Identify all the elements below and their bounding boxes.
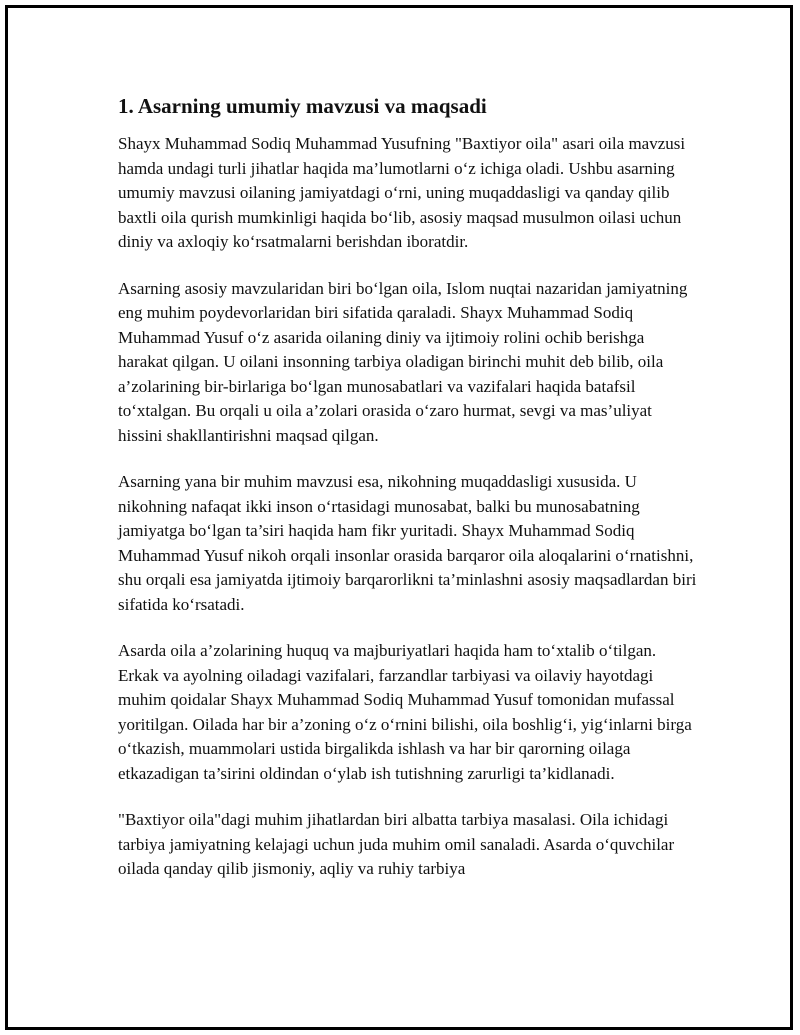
paragraph-1: Shayx Muhammad Sodiq Muhammad Yusufning "Baxtiyor oila" asari oila mavzusi hamda undagi turli jihatlar haqida ma’lumotlarni o‘z ichiga oladi. Ushbu asarning umumiy mavzusi oilaning jamiyatdagi o‘rni, uning muqaddasligi va qanday qilib baxtli oila qurish mumkinligi haqida bo‘lib, asosiy maqsad musulmon oilasi uchun diniy va axloqiy ko‘rsatmalarni berishdan iboratdir. <box>118 134 686 251</box>
document-body <box>118 92 698 904</box>
section-heading: 1. Asarning umumiy mavzusi va maqsadi <box>118 94 487 118</box>
paragraph-4: Asarda oila a’zolarining huquq va majburiyatlari haqida ham to‘xtalib o‘tilgan. Erkak va ayolning oiladagi vazifalari, farzandlar tarbiyasi va oilaviy hayotdagi muhim qoidalar Shayx Muhammad Sodiq Muhammad Yusuf tomonidan mufassal yoritilgan. Oilada har bir a’zoning o‘z o‘rnini bilishi, oila boshlig‘i, yig‘inlarni birga o‘tkazish, muammolari ustida birgalikda ishlash va har bir qarorning oilaga etkazadigan ta’sirini oldindan o‘ylab ish tutishning zarurligi ta’kidlanadi. <box>118 641 692 783</box>
paragraph-2: Asarning asosiy mavzularidan biri bo‘lgan oila, Islom nuqtai nazaridan jamiyatning eng muhim poydevorlaridan biri sifatida qaraladi. Shayx Muhammad Sodiq Muhammad Yusuf o‘z asarida oilaning diniy va ijtimoiy rolini ochib berishga harakat qilgan. U oilani insonning tarbiya oladigan birinchi muhit deb bilib, oila a’zolarining bir-birlariga bo‘lgan munosabatlari va vazifalari haqida batafsil to‘xtalgan. Bu orqali u oila a’zolari orasida o‘zaro hurmat, sevgi va mas’uliyat hissini shakllantirishni maqsad qilgan. <box>118 278 688 445</box>
paragraph-5: "Baxtiyor oila"dagi muhim jihatlardan biri albatta tarbiya masalasi. Oila ichidagi tarbiya jamiyatning kelajagi uchun juda muhim omil sanaladi. Asarda o‘quvchilar oilada qanday qilib jismoniy, aqliy va ruhiy tarbiya <box>118 810 675 878</box>
paragraph-3: Asarning yana bir muhim mavzusi esa, nikohning muqaddasligi xususida. U nikohning nafaqat ikki inson o‘rtasidagi munosabat, balki bu munosabatning jamiyatga bo‘lgan ta’siri haqida ham fikr yuritadi. Shayx Muhammad Sodiq Muhammad Yusuf nikoh orqali insonlar orasida barqaror oila aloqalarini o‘rnatishni, shu orqali esa jamiyatda ijtimoiy barqarorlikni ta’minlashni asosiy maqsadlardan biri sifatida ko‘rsatadi. <box>118 472 697 614</box>
